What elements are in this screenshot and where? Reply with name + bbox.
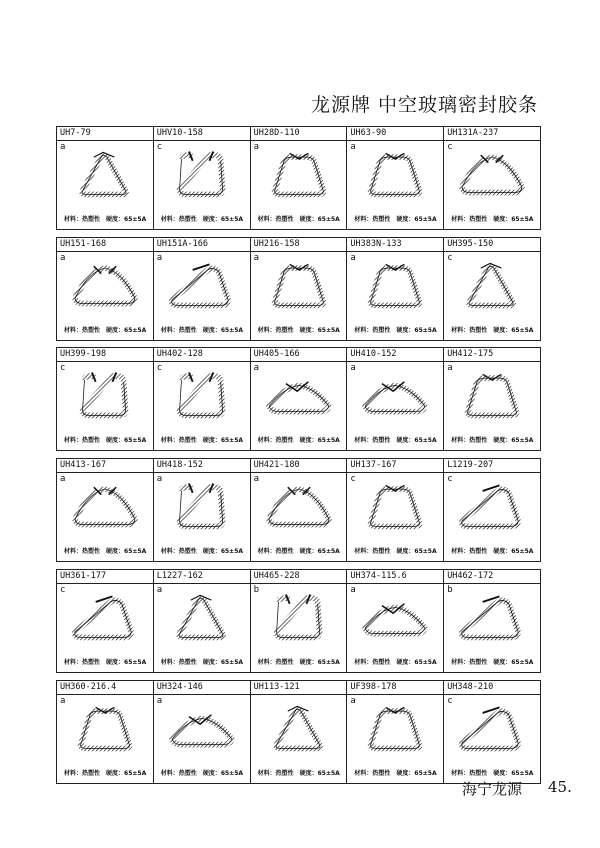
profile-spec: [64, 546, 152, 555]
profile-cell: [57, 459, 154, 561]
spec-hardness: 硬度：65±5A: [396, 548, 437, 555]
seal-profile-drawing: [263, 587, 335, 643]
spec-material: 材料：热塑性: [354, 548, 391, 555]
spec-hardness: 硬度：65±5A: [106, 659, 147, 666]
profile-code: UH383N-133: [347, 238, 443, 252]
profile-code: UH151A-166: [154, 238, 250, 252]
profile-cell: [444, 681, 540, 783]
profile-variant: a: [60, 142, 66, 152]
spec-hardness: 硬度：65±5A: [106, 437, 147, 444]
profile-cell: [57, 238, 154, 340]
profile-cell: [444, 570, 540, 672]
profile-variant: a: [156, 696, 163, 706]
profile-spec: [161, 435, 249, 444]
seal-profile-drawing: [166, 144, 238, 200]
spec-material: 材料：热塑性: [160, 327, 197, 334]
seal-profile-drawing: [456, 255, 528, 311]
profile-cell: [444, 459, 540, 561]
profile-code: UH360-216.4: [57, 681, 153, 695]
spec-hardness: 硬度：65±5A: [299, 659, 340, 666]
profile-code: UH412-175: [444, 348, 540, 362]
profile-variant: a: [60, 253, 66, 263]
seal-profile-drawing: [69, 698, 141, 754]
profile-variant: a: [350, 363, 356, 373]
profile-table-row: [56, 680, 541, 784]
profile-variant: a: [253, 474, 260, 484]
profile-spec: [64, 435, 152, 444]
spec-material: 材料：热塑性: [451, 548, 488, 555]
profile-code: UH465-228: [251, 570, 347, 584]
profile-variant: a: [253, 253, 260, 263]
profile-code: L1227-162: [154, 570, 250, 584]
profile-variant: c: [156, 363, 163, 373]
spec-hardness: 硬度：65±5A: [396, 327, 437, 334]
profile-code: UH324-146: [154, 681, 250, 695]
profile-variant: c: [350, 474, 356, 484]
spec-hardness: 硬度：65±5A: [493, 437, 534, 444]
seal-profile-drawing: [263, 144, 335, 200]
profile-code: UH399-198: [57, 348, 153, 362]
profile-table-row: [56, 458, 541, 562]
profile-cell: [347, 681, 444, 783]
profile-variant: a: [60, 696, 66, 706]
spec-hardness: 硬度：65±5A: [493, 659, 534, 666]
seal-profile-drawing: [456, 698, 528, 754]
profile-cell: [444, 238, 540, 340]
profile-cell: [57, 127, 154, 229]
spec-material: 材料：热塑性: [64, 216, 101, 223]
profile-variant: c: [60, 363, 66, 373]
profile-cell: [154, 238, 251, 340]
profile-variant: a: [253, 363, 260, 373]
profile-variant: a: [447, 363, 453, 373]
profile-spec: [258, 325, 346, 334]
profile-code: UH402-128: [154, 348, 250, 362]
profile-code: UHV10-158: [154, 127, 250, 141]
spec-material: 材料：热塑性: [451, 437, 488, 444]
profile-cell: [154, 348, 251, 450]
spec-material: 材料：热塑性: [451, 770, 488, 777]
profile-spec: [258, 435, 346, 444]
spec-material: 材料：热塑性: [354, 770, 391, 777]
profile-cell: [57, 570, 154, 672]
profile-code: UH7-79: [57, 127, 153, 141]
seal-profile-drawing: [456, 365, 528, 421]
profile-cell: [251, 459, 348, 561]
spec-material: 材料：热塑性: [160, 548, 197, 555]
profile-variant: c: [60, 585, 66, 595]
seal-profile-drawing: [456, 476, 528, 532]
seal-profile-drawing: [166, 365, 238, 421]
profile-spec: [161, 657, 249, 666]
profile-code: UH374-115.6: [347, 570, 443, 584]
seal-profile-drawing: [69, 587, 141, 643]
profile-cell: [57, 348, 154, 450]
spec-hardness: 硬度：65±5A: [202, 216, 244, 223]
profile-spec: [354, 657, 442, 666]
spec-hardness: 硬度：65±5A: [396, 770, 437, 777]
spec-hardness: 硬度：65±5A: [202, 770, 244, 777]
spec-material: 材料：热塑性: [160, 659, 197, 666]
seal-profile-drawing: [166, 698, 238, 754]
spec-material: 材料：热塑性: [64, 327, 101, 334]
spec-hardness: 硬度：65±5A: [493, 548, 534, 555]
profile-table-row: [56, 126, 541, 230]
seal-profile-drawing: [69, 255, 141, 311]
profile-cell: [347, 238, 444, 340]
spec-hardness: 硬度：65±5A: [106, 216, 147, 223]
spec-hardness: 硬度：65±5A: [202, 327, 244, 334]
spec-hardness: 硬度：65±5A: [202, 437, 244, 444]
profile-table-row: [56, 347, 541, 451]
profile-code: L1219-207: [444, 459, 540, 473]
spec-hardness: 硬度：65±5A: [106, 327, 147, 334]
profile-cell: [154, 127, 251, 229]
spec-material: 材料：热塑性: [64, 437, 101, 444]
profile-spec: [451, 768, 539, 777]
profile-code: UH113-121: [251, 681, 347, 695]
profile-spec: [354, 768, 442, 777]
spec-material: 材料：热塑性: [354, 216, 391, 223]
seal-profile-drawing: [263, 365, 335, 421]
profile-code: UH418-152: [154, 459, 250, 473]
profile-code: UH413-167: [57, 459, 153, 473]
spec-hardness: 硬度：65±5A: [493, 216, 534, 223]
seal-profile-drawing: [166, 255, 238, 311]
profile-cell: [154, 681, 251, 783]
spec-material: 材料：热塑性: [354, 327, 391, 334]
spec-material: 材料：热塑性: [354, 659, 391, 666]
profile-spec: [354, 325, 442, 334]
profile-spec: [161, 768, 249, 777]
spec-material: 材料：热塑性: [160, 437, 197, 444]
spec-hardness: 硬度：65±5A: [299, 770, 340, 777]
profile-spec: [451, 657, 539, 666]
profile-spec: [258, 657, 346, 666]
seal-profile-drawing: [69, 476, 141, 532]
spec-hardness: 硬度：65±5A: [299, 216, 340, 223]
profile-variant: a: [60, 474, 66, 484]
spec-material: 材料：热塑性: [257, 216, 294, 223]
spec-material: 材料：热塑性: [64, 659, 101, 666]
spec-material: 材料：热塑性: [257, 327, 294, 334]
seal-profile-drawing: [456, 587, 528, 643]
spec-material: 材料：热塑性: [64, 548, 101, 555]
spec-material: 材料：热塑性: [451, 327, 488, 334]
profile-cell: [347, 459, 444, 561]
profile-code: UH405-166: [251, 348, 347, 362]
profile-spec: [64, 657, 152, 666]
spec-hardness: 硬度：65±5A: [299, 437, 340, 444]
profile-spec: [451, 325, 539, 334]
spec-hardness: 硬度：65±5A: [299, 327, 340, 334]
profile-cell: [57, 681, 154, 783]
spec-material: 材料：热塑性: [257, 437, 294, 444]
profile-spec: [64, 325, 152, 334]
profile-variant: c: [447, 474, 453, 484]
profile-cell: [154, 570, 251, 672]
profile-spec: [258, 214, 346, 223]
profile-cell: [444, 127, 540, 229]
spec-material: 材料：热塑性: [354, 437, 391, 444]
spec-hardness: 硬度：65±5A: [202, 659, 244, 666]
profile-spec: [161, 546, 249, 555]
profile-code: UH63-90: [347, 127, 443, 141]
profile-code: UH361-177: [57, 570, 153, 584]
profile-variant: c: [447, 142, 453, 152]
page-number: 45.: [548, 778, 572, 796]
profile-spec: [354, 546, 442, 555]
profile-variant: a: [350, 585, 356, 595]
profile-spec: [258, 546, 346, 555]
profile-variant: c: [447, 253, 453, 263]
profile-spec: [161, 325, 249, 334]
spec-material: 材料：热塑性: [257, 659, 294, 666]
profile-cell: [251, 238, 348, 340]
profile-code: UH137-167: [347, 459, 443, 473]
profile-table-row: [56, 569, 541, 673]
profile-cell: [251, 681, 348, 783]
spec-hardness: 硬度：65±5A: [106, 770, 147, 777]
profile-spec: [451, 546, 539, 555]
spec-hardness: 硬度：65±5A: [493, 770, 534, 777]
footer-brand: 海宁龙源: [462, 780, 523, 798]
spec-hardness: 硬度：65±5A: [396, 216, 437, 223]
profile-code: UH131A-237: [444, 127, 540, 141]
profile-variant: a: [156, 474, 163, 484]
seal-profile-drawing: [263, 698, 335, 754]
seal-profile-drawing: [263, 255, 335, 311]
profile-variant: a: [156, 253, 163, 263]
profile-spec: [161, 214, 249, 223]
profile-cell: [347, 127, 444, 229]
profile-variant: a: [350, 142, 356, 152]
profile-cell: [251, 127, 348, 229]
profile-code: UH395-150: [444, 238, 540, 252]
spec-material: 材料：热塑性: [451, 659, 488, 666]
seal-profile-drawing: [359, 698, 431, 754]
profile-code: UH28D-110: [251, 127, 347, 141]
profile-cell: [347, 570, 444, 672]
seal-profile-drawing: [69, 144, 141, 200]
page-title: 龙源牌 中空玻璃密封胶条: [310, 94, 538, 116]
spec-hardness: 硬度：65±5A: [493, 327, 534, 334]
profile-variant: b: [253, 585, 260, 595]
seal-profile-drawing: [69, 365, 141, 421]
profile-spec: [258, 768, 346, 777]
profile-code: UH462-172: [444, 570, 540, 584]
seal-profile-drawing: [359, 476, 431, 532]
profile-code: UH348-210: [444, 681, 540, 695]
spec-material: 材料：热塑性: [451, 216, 488, 223]
profile-variant: a: [253, 142, 260, 152]
profile-variant: a: [350, 253, 356, 263]
profile-cell: [251, 348, 348, 450]
profile-cell: [347, 348, 444, 450]
profile-spec: [64, 768, 152, 777]
profile-variant: c: [156, 142, 163, 152]
profile-code: UF398-178: [347, 681, 443, 695]
profile-variant: c: [447, 696, 453, 706]
seal-profile-drawing: [456, 144, 528, 200]
profile-table-row: [56, 237, 541, 341]
profile-spec: [451, 435, 539, 444]
profile-code: UH216-158: [251, 238, 347, 252]
profile-variant: b: [447, 585, 453, 595]
profile-cell: [444, 348, 540, 450]
profile-code: UH151-168: [57, 238, 153, 252]
seal-profile-drawing: [359, 365, 431, 421]
spec-material: 材料：热塑性: [160, 770, 197, 777]
profile-code: UH410-152: [347, 348, 443, 362]
profile-spec: [64, 214, 152, 223]
seal-profile-drawing: [166, 476, 238, 532]
profile-variant: a: [156, 585, 163, 595]
profile-spec: [354, 435, 442, 444]
profile-code: UH421-180: [251, 459, 347, 473]
seal-profile-drawing: [359, 255, 431, 311]
profile-spec: [354, 214, 442, 223]
spec-material: 材料：热塑性: [160, 216, 197, 223]
spec-hardness: 硬度：65±5A: [396, 659, 437, 666]
spec-material: 材料：热塑性: [257, 770, 294, 777]
spec-hardness: 硬度：65±5A: [396, 437, 437, 444]
spec-hardness: 硬度：65±5A: [106, 548, 147, 555]
spec-material: 材料：热塑性: [257, 548, 294, 555]
profile-variant: a: [350, 696, 356, 706]
seal-profile-drawing: [166, 587, 238, 643]
profile-cell: [251, 570, 348, 672]
seal-profile-drawing: [359, 144, 431, 200]
spec-material: 材料：热塑性: [64, 770, 101, 777]
seal-profile-drawing: [359, 587, 431, 643]
spec-hardness: 硬度：65±5A: [299, 548, 340, 555]
profile-cell: [154, 459, 251, 561]
profile-spec: [451, 214, 539, 223]
seal-profile-drawing: [263, 476, 335, 532]
spec-hardness: 硬度：65±5A: [202, 548, 244, 555]
